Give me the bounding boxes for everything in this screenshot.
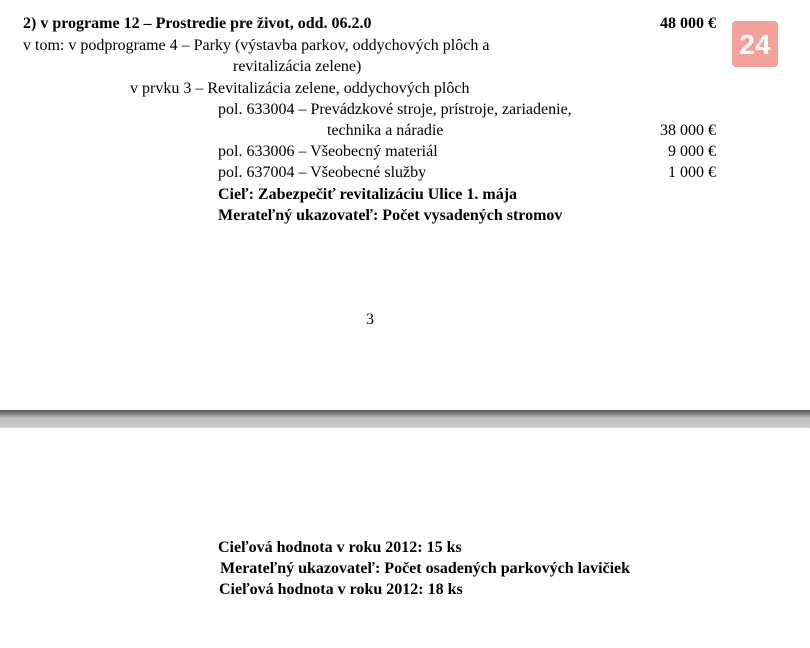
measurable-indicator: Merateľný ukazovateľ: Počet osadených parkových lavičiek (220, 560, 631, 577)
budget-item-line: pol. 633004 – Prevádzkové stroje, prístroje, zariadenie, (218, 101, 572, 118)
program-total-amount: 48 000 € (660, 15, 716, 32)
document-page-4 (0, 428, 810, 648)
budget-item-line-continued: technika a náradie (327, 122, 444, 139)
budget-item-line: pol. 637004 – Všeobecné služby (218, 164, 427, 181)
budget-item-amount: 38 000 € (660, 122, 716, 139)
page-separator (0, 410, 810, 428)
budget-item-line: pol. 633006 – Všeobecný materiál (218, 143, 438, 160)
measurable-indicator: Merateľný ukazovateľ: Počet vysadených stromov (218, 207, 563, 224)
goal-statement: Cieľ: Zabezpečiť revitalizáciu Ulice 1. mája (218, 186, 518, 203)
target-value: Cieľová hodnota v roku 2012: 18 ks (219, 581, 463, 598)
subprogram-line: v tom: v podprograme 4 – Parky (výstavba parkov, oddychových plôch a (23, 37, 490, 54)
program-heading: 2) v programe 12 – Prostredie pre život, odd. 06.2.0 (23, 15, 372, 32)
subprogram-line-continued: revitalizácia zelene) (233, 58, 362, 75)
page-number: 3 (366, 311, 374, 328)
target-value: Cieľová hodnota v roku 2012: 15 ks (218, 539, 462, 556)
logo-text: 24 (739, 29, 771, 60)
element-line: v prvku 3 – Revitalizácia zelene, oddychových plôch (130, 80, 470, 97)
budget-item-amount: 1 000 € (668, 164, 716, 181)
brand-logo-24 (731, 20, 779, 68)
budget-item-amount: 9 000 € (668, 143, 716, 160)
